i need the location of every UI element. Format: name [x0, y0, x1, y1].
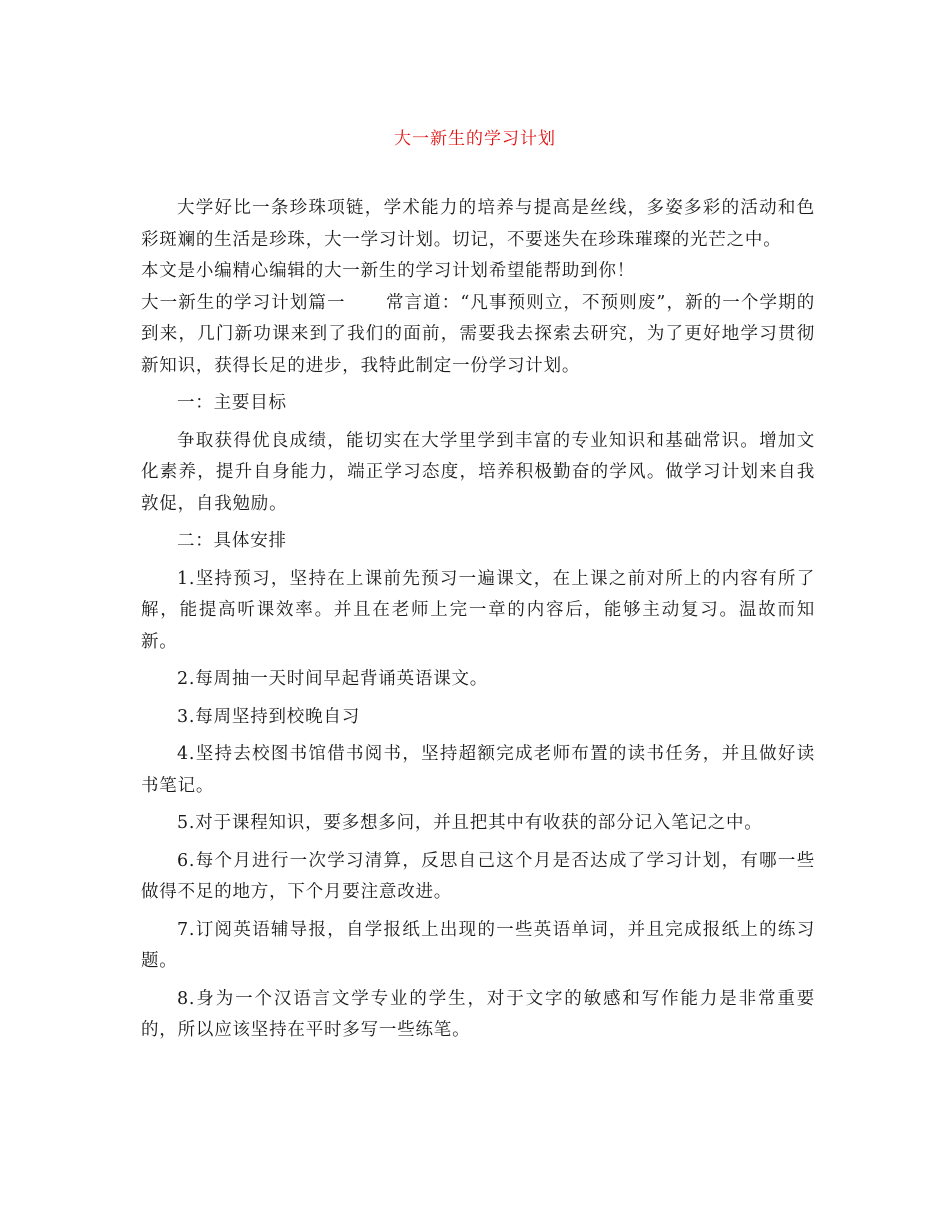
editor-note: 本文是小编精心编辑的大一新生的学习计划希望能帮助到你！ [141, 261, 636, 281]
section-heading: 大一新生的学习计划篇一 [141, 292, 346, 313]
plan-item: 4.坚持去校图书馆借书阅书，坚持超额完成老师布置的读书任务，并且做好读书笔记。 [141, 744, 815, 796]
plan-item: 6.每个月进行一次学习清算，反思自己这个月是否达成了学习计划，有哪一些做得不足的地方，下个月要注意改进。 [141, 850, 815, 902]
document-title: 大一新生的学习计划 [394, 129, 556, 149]
plan-item: 2.每周抽一天时间早起背诵英语课文。 [177, 669, 489, 689]
plan-item: 3.每周坚持到校晚自习 [177, 706, 360, 727]
plan-heading: 二：具体安排 [177, 531, 287, 551]
plan-item: 1.坚持预习，坚持在上课前先预习一遍课文，在上课之前对所上的内容有所了解，能提高听课效率。并且在老师上完一章的内容后，能够主动复习。温故而知新。 [141, 568, 815, 652]
goal-text: 争取获得优良成绩，能切实在大学里学到丰富的专业知识和基础常识。增加文化素养，提升自身能力，端正学习态度，培养积极勤奋的学风。做学习计划来自我敦促，自我勉励。 [141, 430, 815, 514]
document-body [141, 193, 815, 1053]
plan-item: 8.身为一个汉语言文学专业的学生，对于文字的敏感和写作能力是非常重要的，所以应该坚持在平时多写一些练笔。 [141, 988, 815, 1040]
goal-heading: 一：主要目标 [177, 393, 287, 413]
plan-item: 7.订阅英语辅导报，自学报纸上出现的一些英语单词，并且完成报纸上的练习题。 [141, 919, 815, 971]
intro-paragraph: 大学好比一条珍珠项链，学术能力的培养与提高是丝线，多姿多彩的活动和色彩斑斓的生活是珍珠，大一学习计划。切记，不要迷失在珍珠璀璨的光芒之中。 [141, 198, 815, 250]
section-lead: 常言道：“凡事预则立，不预则废”，新的一个学期的到来，几门新功课来到了我们的面前，需要我去探索去研究，为了更好地学习贯彻新知识，获得长足的进步，我特此制定一份学习计划。 [141, 292, 815, 376]
plan-item: 5.对于课程知识，要多想多问，并且把其中有收获的部分记入笔记之中。 [177, 813, 763, 833]
section-paragraph [141, 288, 815, 383]
